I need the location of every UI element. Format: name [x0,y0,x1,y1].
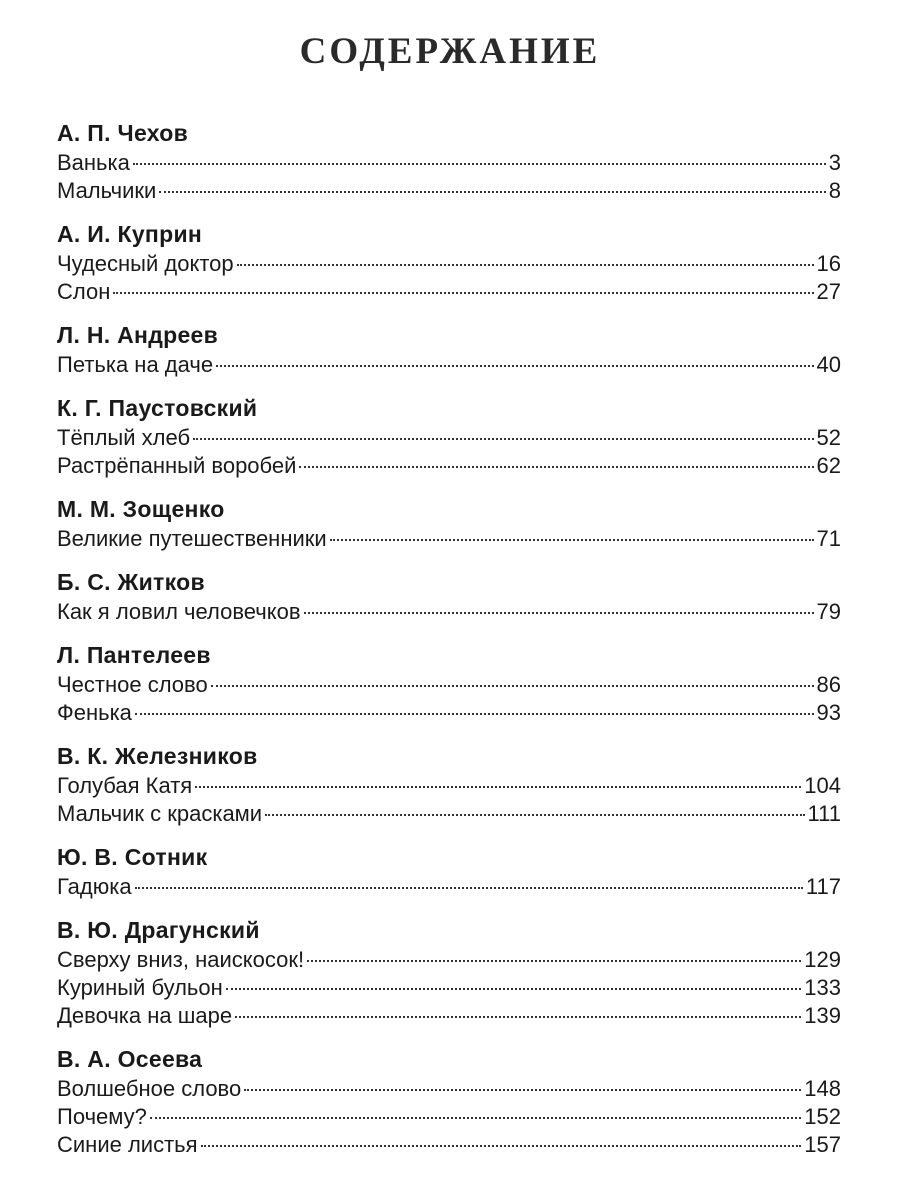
dot-leader [211,685,814,687]
toc-section [57,566,841,626]
entry-title: Мальчики [57,178,157,203]
dot-leader [330,539,814,541]
entry-title: Тёплый хлеб [57,425,191,450]
entry-page-number: 133 [804,975,841,1000]
entry-page-number: 8 [828,178,841,203]
toc-entry [57,424,841,452]
page-title: СОДЕРЖАНИЕ [299,31,601,72]
toc-entry [57,974,841,1002]
dot-leader [159,191,825,193]
author-name: К. Г. Паустовский [57,395,258,421]
entry-title: Как я ловил человечков [57,599,301,624]
entry-page-number: 27 [816,279,841,304]
entry-title: Растрёпанный воробей [57,453,297,478]
toc-section [57,639,841,727]
toc-entry [57,598,841,626]
dot-leader [135,713,814,715]
toc-entry [57,149,841,177]
entry-title: Сверху вниз, наискосок! [57,947,305,972]
dot-leader [304,612,814,614]
toc-section [57,1043,841,1159]
dot-leader [299,466,813,468]
entry-title: Синие листья [57,1132,198,1157]
entry-page-number: 157 [804,1132,841,1157]
entry-page-number: 40 [816,352,841,377]
toc-entry [57,873,841,901]
toc-entry [57,946,841,974]
author-name: Л. Пантелеев [57,642,211,668]
toc-section [57,117,841,205]
dot-leader [307,960,801,962]
toc-entry [57,1002,841,1030]
toc-entry [57,177,841,205]
author-name: А. И. Куприн [57,221,203,247]
toc-section [57,218,841,306]
entry-page-number: 152 [804,1104,841,1129]
toc-entry [57,1075,841,1103]
toc-entry [57,250,841,278]
entry-page-number: 86 [816,672,841,697]
entry-page-number: 111 [807,801,841,826]
dot-leader [150,1117,801,1119]
entry-title: Фенька [57,700,132,725]
dot-leader [216,365,813,367]
toc-entry [57,351,841,379]
toc-section [57,493,841,553]
dot-leader [235,1016,801,1018]
dot-leader [244,1089,801,1091]
author-name: В. К. Железников [57,743,258,769]
entry-page-number: 52 [816,425,841,450]
entry-page-number: 16 [816,251,841,276]
entry-title: Гадюка [57,874,132,899]
toc-section [57,914,841,1030]
author-name: А. П. Чехов [57,120,189,146]
dot-leader [195,786,801,788]
toc-entry [57,671,841,699]
toc-section [57,841,841,901]
dot-leader [237,264,814,266]
toc-entry [57,1103,841,1131]
entry-title: Чудесный доктор [57,251,234,276]
toc-section [57,319,841,379]
toc-entry [57,800,841,828]
entry-page-number: 117 [805,874,841,899]
entry-page-number: 129 [804,947,841,972]
table-of-contents [57,117,841,1172]
entry-page-number: 148 [804,1076,841,1101]
entry-page-number: 139 [804,1003,841,1028]
author-name: Ю. В. Сотник [57,844,208,870]
toc-entry [57,525,841,553]
entry-title: Волшебное слово [57,1076,242,1101]
entry-page-number: 104 [804,773,841,798]
toc-section [57,740,841,828]
entry-page-number: 93 [816,700,841,725]
dot-leader [201,1145,802,1147]
entry-page-number: 79 [816,599,841,624]
entry-title: Мальчик с красками [57,801,263,826]
entry-title: Честное слово [57,672,208,697]
entry-title: Великие путешественники [57,526,327,551]
dot-leader [226,988,802,990]
entry-title: Ванька [57,150,130,175]
dot-leader [265,814,804,816]
entry-page-number: 71 [816,526,841,551]
author-name: В. Ю. Драгунский [57,917,260,943]
toc-entry [57,1131,841,1159]
dot-leader [135,887,803,889]
entry-title: Голубая Катя [57,773,193,798]
entry-title: Куриный бульон [57,975,223,1000]
entry-title: Петька на даче [57,352,214,377]
entry-page-number: 62 [816,453,841,478]
author-name: М. М. Зощенко [57,496,225,522]
toc-entry [57,452,841,480]
entry-page-number: 3 [828,150,841,175]
author-name: Б. С. Житков [57,569,205,595]
toc-section [57,392,841,480]
dot-leader [193,438,813,440]
toc-entry [57,699,841,727]
entry-title: Почему? [57,1104,147,1129]
dot-leader [113,292,813,294]
toc-entry [57,772,841,800]
entry-title: Девочка на шаре [57,1003,233,1028]
toc-entry [57,278,841,306]
entry-title: Слон [57,279,111,304]
author-name: В. А. Осеева [57,1046,203,1072]
author-name: Л. Н. Андреев [57,322,219,348]
dot-leader [133,163,826,165]
